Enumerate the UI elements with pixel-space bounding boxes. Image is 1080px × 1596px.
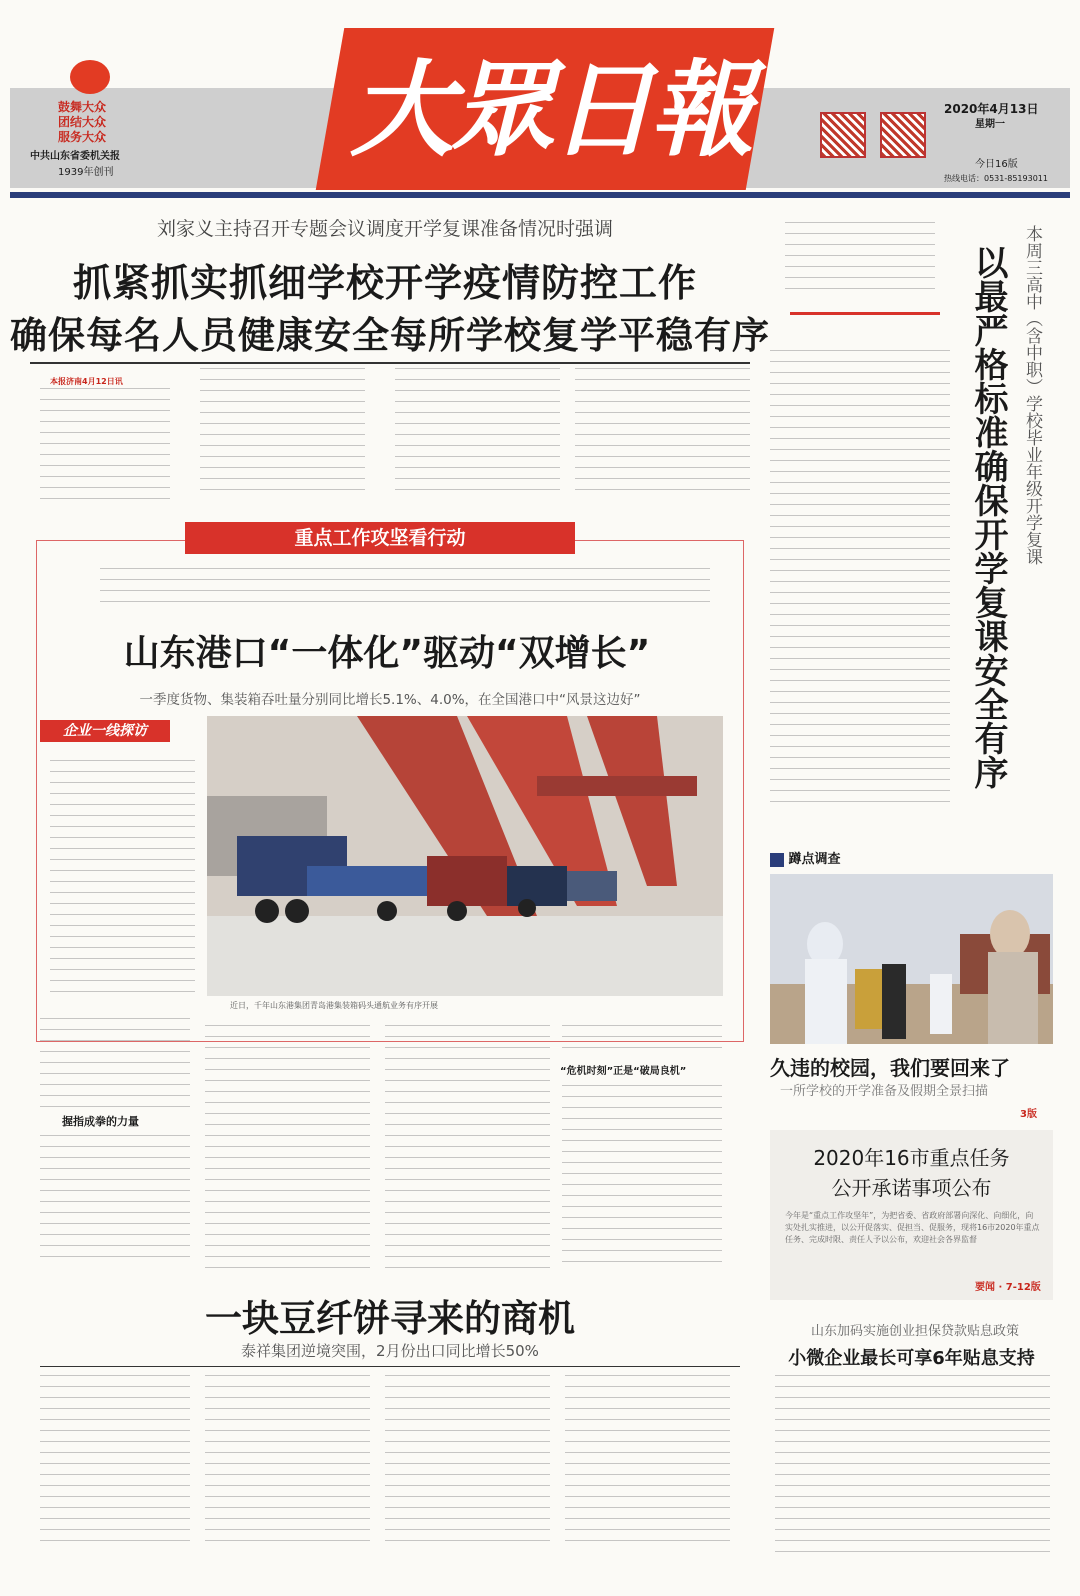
second-text-col-1 <box>40 1375 190 1550</box>
second-headline: 一块豆纤饼寻来的商机 <box>205 1297 575 1340</box>
feature-subhead: 一季度货物、集装箱吞吐量分别同比增长5.1%、4.0%，在全国港口中“风景这边好” <box>139 692 641 708</box>
feature-intro <box>100 568 710 612</box>
subsidy-kicker: 山东加码实施创业担保贷款贴息政策 <box>810 1324 1019 1339</box>
lead-text-col-2 <box>200 368 365 500</box>
school-headline: 久违的校园，我们要回来了 <box>770 1056 1010 1080</box>
right-brief <box>785 222 935 292</box>
right-vertical-headline: 以最严格标准确保开学复课安全有序 <box>968 245 1008 789</box>
slogan-2: 团结大众 <box>58 115 107 129</box>
feature-headline: 山东港口“一体化”驱动“双增长” <box>123 633 651 674</box>
lead-headline-1: 抓紧抓实抓细学校开学疫情防控工作 <box>72 261 697 305</box>
second-rule <box>40 1366 740 1367</box>
qr-code-icon <box>820 112 866 158</box>
lead-text-col-4 <box>575 368 750 500</box>
newspaper-title: 大眾日報 <box>349 48 750 171</box>
section-tag-icon <box>770 853 784 867</box>
second-text-col-2 <box>205 1375 370 1550</box>
school-page-ref: 3版 <box>1020 1109 1037 1120</box>
photo-caption: 近日，千年山东港集团青岛港集装箱码头通航业务有序开展 <box>230 1001 438 1010</box>
port-photo <box>207 716 723 996</box>
commitments-headline-2: 公开承诺事项公布 <box>831 1176 992 1200</box>
header-divider <box>10 192 1070 198</box>
school-photo <box>770 874 1053 1044</box>
column-tag: 企业一线探访 <box>40 720 170 742</box>
second-text-col-3 <box>385 1375 550 1550</box>
commitments-headline-1: 2020年16市重点任务 <box>813 1146 1010 1170</box>
feature-text-col-2 <box>205 1025 370 1270</box>
feature-banner: 重点工作攻坚看行动 <box>185 522 575 554</box>
commitments-text: 今年是“重点工作攻坚年”，为把省委、省政府部署向深化、向细化，向实处扎实推进，以公开促落实、促担当、促服务，现将16市2020年重点任务、完成时限、责任人予以公布，欢迎社会各界监督 <box>785 1211 1040 1244</box>
right-vertical-subhead: 本周三高中（含中职）学校毕业年级开学复课 <box>1022 225 1042 565</box>
right-text-col <box>770 350 950 805</box>
issue-date: 2020年4月13日 <box>944 102 1039 116</box>
feature-text-col-1b <box>40 1018 190 1108</box>
subsidy-headline: 小微企业最长可享6年贴息支持 <box>788 1348 1035 1369</box>
founded: 1939年创刊 <box>58 167 114 178</box>
section-tag <box>770 848 880 868</box>
feature-text-col-4a <box>562 1025 722 1055</box>
feature-text-col-1c <box>40 1135 190 1265</box>
second-subhead: 泰祥集团逆境突围，2月份出口同比增长50% <box>241 1342 539 1360</box>
hotline: 热线电话：0531-85193011 <box>944 174 1048 183</box>
feature-text-col-4b <box>562 1085 722 1270</box>
slogan-3: 服务大众 <box>58 130 107 144</box>
lead-text-col-3 <box>395 368 560 500</box>
qr-code-icon <box>880 112 926 158</box>
feature-text-col-3 <box>385 1025 550 1270</box>
weekday: 星期一 <box>975 119 1005 130</box>
newspaper-logo-icon <box>70 60 110 94</box>
page-count: 今日16版 <box>975 159 1018 170</box>
school-subhead: 一所学校的开学准备及假期全景扫描 <box>780 1084 989 1099</box>
feature-text-col-1 <box>50 760 195 1000</box>
lead-kicker: 刘家义主持召开专题会议调度开学复课准备情况时强调 <box>156 218 613 240</box>
slogan-1: 鼓舞大众 <box>58 100 107 114</box>
second-text-col-4 <box>565 1375 730 1550</box>
lead-headline-2: 确保每名人员健康安全每所学校复学平稳有序 <box>10 314 770 357</box>
publisher: 中共山东省委机关报 <box>30 151 120 162</box>
lead-byline: 本报济南4月12日讯 <box>50 377 123 386</box>
lead-rule <box>30 362 750 364</box>
feature-subhead-right: “危机时刻”正是“破局良机” <box>560 1066 687 1077</box>
commitments-page-ref: 要闻 · 7-12版 <box>975 1282 1041 1293</box>
lead-text-col-1 <box>40 388 170 500</box>
right-red-rule <box>790 312 940 315</box>
slogans <box>58 100 106 145</box>
section-tag-label: 蹲点调查 <box>788 852 841 867</box>
feature-subhead-left: 握指成拳的力量 <box>62 1115 139 1128</box>
subsidy-text <box>775 1375 1050 1555</box>
